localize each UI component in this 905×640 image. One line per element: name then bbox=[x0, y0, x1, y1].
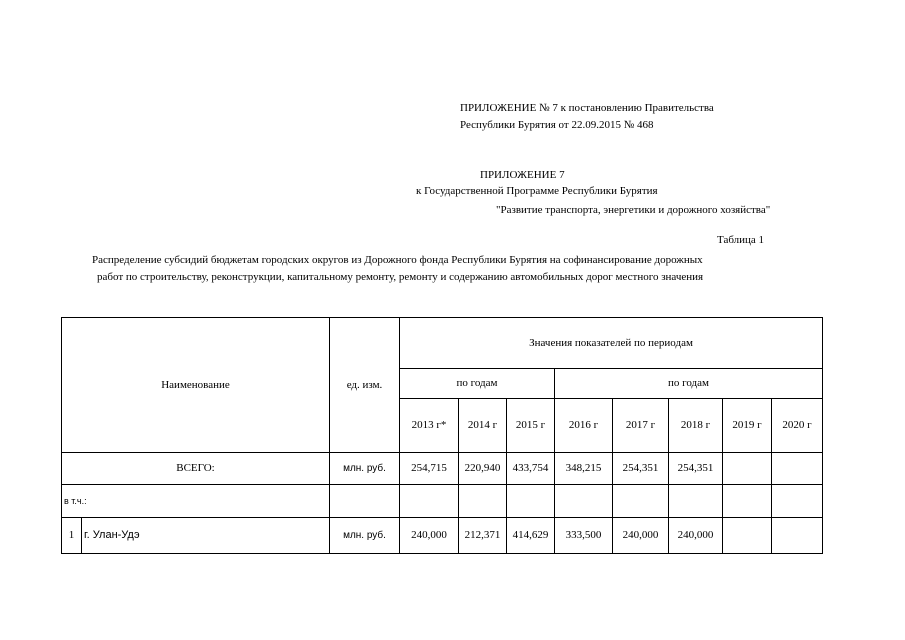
year-header: 2019 г bbox=[732, 419, 762, 431]
table-cell: 240,000 bbox=[622, 529, 659, 541]
row-total-unit: млн. руб. bbox=[343, 462, 386, 474]
table-cell: 348,215 bbox=[565, 462, 602, 474]
table-cell: 240,000 bbox=[411, 529, 447, 541]
table-cell: 254,715 bbox=[411, 462, 447, 474]
col-header-name: Наименование bbox=[161, 378, 230, 391]
year-header: 2013 г* bbox=[411, 419, 447, 431]
col-group-by-years-1: по годам bbox=[456, 377, 498, 389]
table-cell: 240,000 bbox=[677, 529, 714, 541]
year-header: 2016 г bbox=[568, 419, 599, 431]
row-including-label: в т.ч.: bbox=[64, 495, 87, 506]
table-cell: 220,940 bbox=[464, 462, 501, 474]
table-cell: 254,351 bbox=[677, 462, 714, 474]
row-ulan-ude-name: г. Улан-Удэ bbox=[84, 529, 140, 541]
table-cell: 254,351 bbox=[622, 462, 659, 474]
appendix-7-line-2: к Государственной Программе Республики Бурятия bbox=[416, 185, 658, 197]
year-header: 2020 г bbox=[782, 419, 812, 431]
appendix-line-1: ПРИЛОЖЕНИЕ № 7 к постановлению Правительства bbox=[460, 102, 714, 114]
table-cell: 414,629 bbox=[512, 529, 549, 541]
year-header: 2017 г bbox=[625, 419, 656, 431]
table-cell bbox=[772, 453, 822, 484]
description-line-1: Распределение субсидий бюджетам городских округов из Дорожного фонда Республики Бурятия на софинансирование дорожных bbox=[92, 254, 703, 266]
row-number: 1 bbox=[68, 529, 75, 541]
table-cell: 212,371 bbox=[464, 529, 501, 541]
table-label: Таблица 1 bbox=[717, 234, 765, 246]
appendix-7-line-3: "Развитие транспорта, энергетики и дорожного хозяйства" bbox=[496, 204, 771, 216]
table-cell bbox=[772, 518, 822, 553]
table-cell bbox=[723, 518, 771, 553]
col-header-unit: ед. изм. bbox=[346, 378, 383, 391]
row-ulan-ude-unit: млн. руб. bbox=[343, 529, 386, 541]
year-header: 2015 г bbox=[515, 419, 546, 431]
year-header: 2018 г bbox=[680, 419, 711, 431]
col-header-values: Значения показателей по периодам bbox=[529, 336, 693, 349]
appendix-line-2: Республики Бурятия от 22.09.2015 № 468 bbox=[460, 119, 654, 131]
table-cell bbox=[723, 453, 771, 484]
description-line-2: работ по строительству, реконструкции, капитальному ремонту, ремонту и содержанию автомобильных дорог местного значения bbox=[97, 271, 704, 283]
col-group-by-years-2: по годам bbox=[668, 377, 709, 389]
table-cell: 433,754 bbox=[512, 462, 549, 474]
table-cell: 333,500 bbox=[565, 529, 602, 541]
appendix-7-title: ПРИЛОЖЕНИЕ 7 bbox=[480, 169, 565, 181]
row-total-name: ВСЕГО: bbox=[176, 462, 215, 474]
year-header: 2014 г bbox=[467, 419, 498, 431]
